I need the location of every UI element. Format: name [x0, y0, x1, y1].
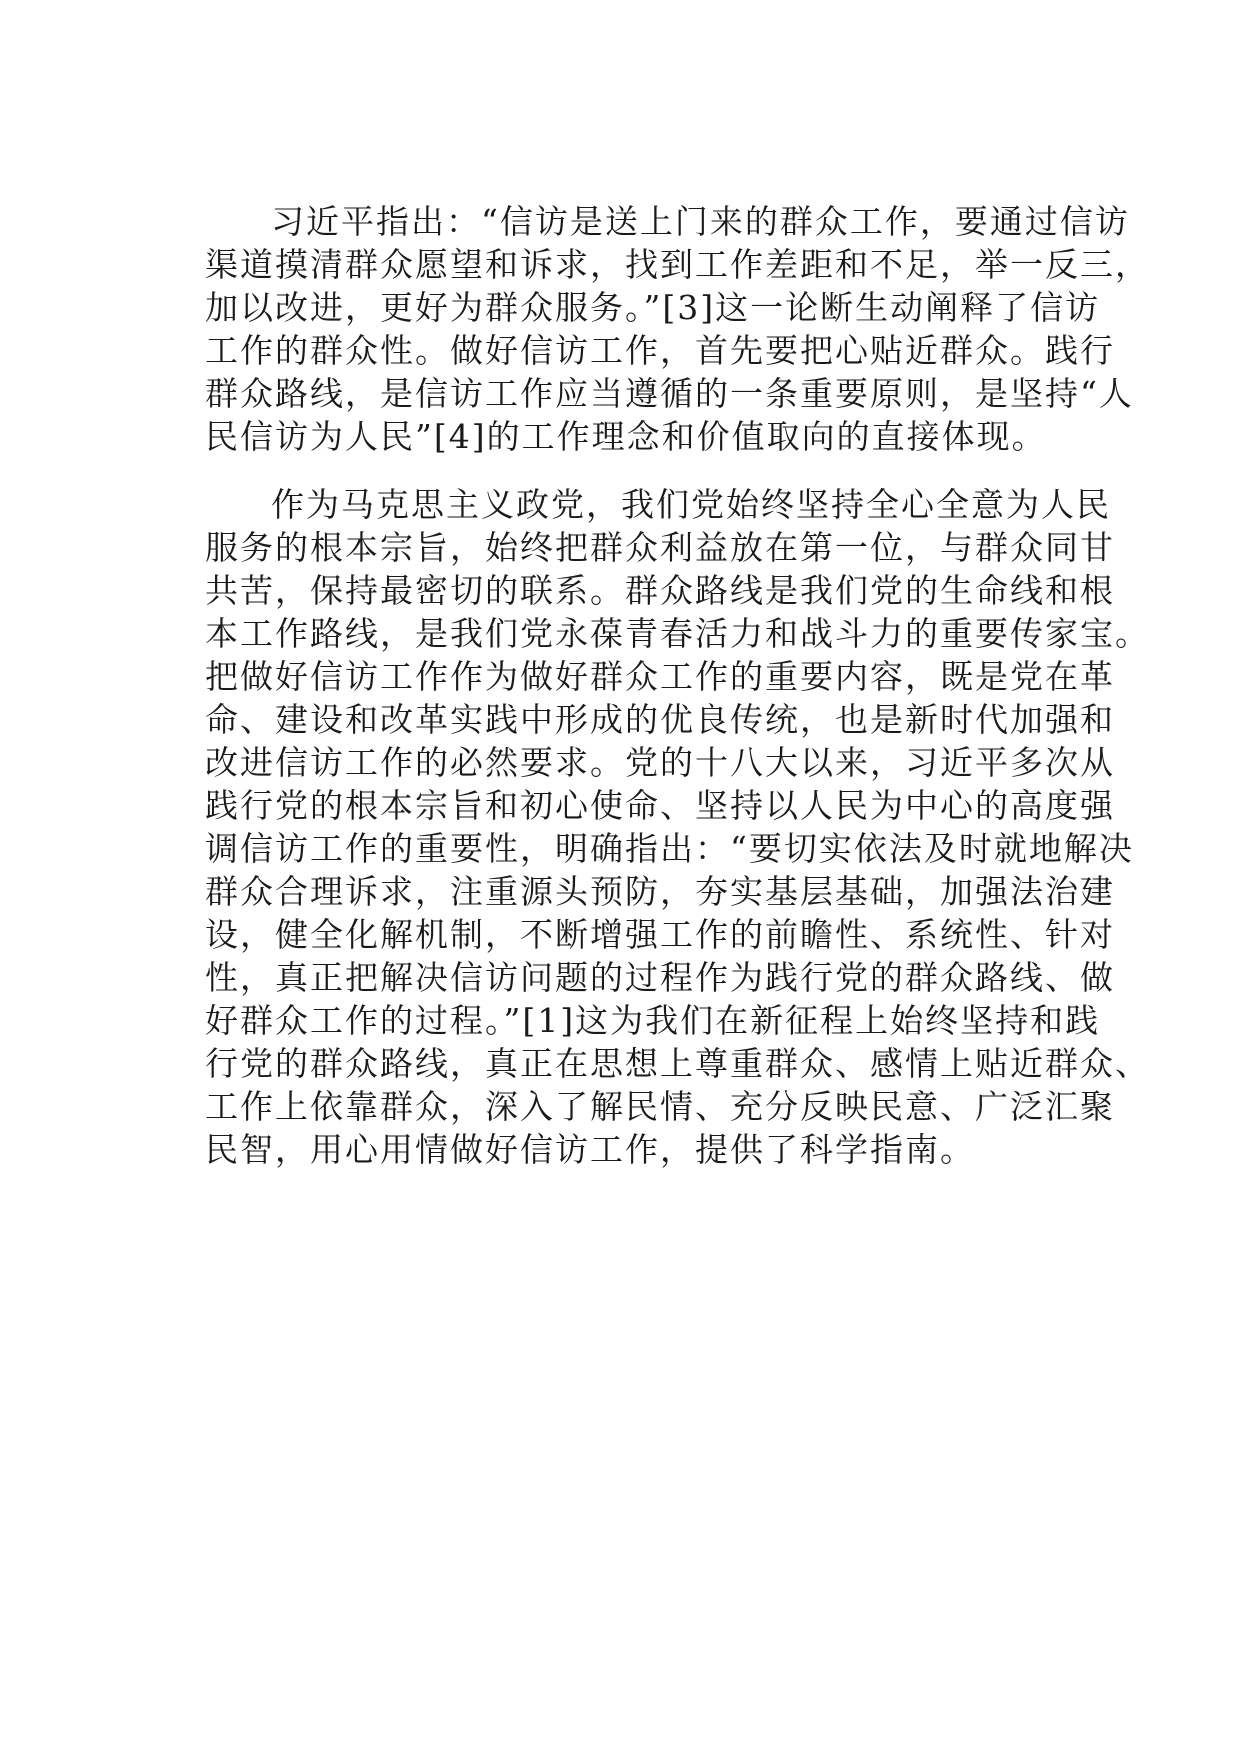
- paragraph-line: 工作上依靠群众，深入了解民情、充分反映民意、广泛汇聚: [205, 1087, 1115, 1126]
- paragraph-line: 好群众工作的过程。”[1]这为我们在新征程上始终坚持和践: [205, 1001, 1101, 1040]
- paragraph-line: 渠道摸清群众愿望和诉求，找到工作差距和不足，举一反三，: [205, 245, 1150, 284]
- paragraph-line: 行党的群众路线，真正在思想上尊重群众、感情上贴近群众、: [205, 1044, 1150, 1083]
- paragraph-line: 调信访工作的重要性，明确指出：“要切实依法及时就地解决: [205, 829, 1134, 868]
- paragraph-line: 设，健全化解机制，不断增强工作的前瞻性、系统性、针对: [205, 915, 1115, 954]
- paragraph-line: 加以改进，更好为群众服务。”[3]这一论断生动阐释了信访: [205, 288, 1101, 327]
- paragraph-line: 习近平指出：“信访是送上门来的群众工作，要通过信访: [271, 202, 1130, 241]
- paragraph-line: 命、建设和改革实践中形成的优良传统，也是新时代加强和: [205, 700, 1115, 739]
- paragraph-line: 践行党的根本宗旨和初心使命、坚持以人民为中心的高度强: [205, 786, 1115, 825]
- paragraph-line: 群众路线，是信访工作应当遵循的一条重要原则，是坚持“人: [205, 374, 1134, 413]
- paragraph-line: 服务的根本宗旨，始终把群众利益放在第一位，与群众同甘: [205, 528, 1115, 567]
- paragraph-line: 改进信访工作的必然要求。党的十八大以来，习近平多次从: [205, 743, 1115, 782]
- paragraph-line: 群众合理诉求，注重源头预防，夯实基层基础，加强法治建: [205, 872, 1115, 911]
- paragraph-line: 民智，用心用情做好信访工作，提供了科学指南。: [205, 1130, 975, 1169]
- body-text: [205, 200, 1150, 1171]
- paragraph-line: 把做好信访工作作为做好群众工作的重要内容，既是党在革: [205, 657, 1115, 696]
- paragraph-1: [205, 200, 1150, 458]
- paragraph-line: 本工作路线，是我们党永葆青春活力和战斗力的重要传家宝。: [205, 614, 1150, 653]
- paragraph-line: 工作的群众性。做好信访工作，首先要把心贴近群众。践行: [205, 331, 1115, 370]
- paragraph-line: 共苦，保持最密切的联系。群众路线是我们党的生命线和根: [205, 571, 1115, 610]
- paragraph-line: 作为马克思主义政党，我们党始终坚持全心全意为人民: [271, 485, 1111, 524]
- paragraph-line: 性，真正把解决信访问题的过程作为践行党的群众路线、做: [205, 958, 1115, 997]
- paragraph-line: 民信访为人民”[4]的工作理念和价值取向的直接体现。: [205, 417, 1047, 456]
- paragraph-2: [205, 483, 1150, 1171]
